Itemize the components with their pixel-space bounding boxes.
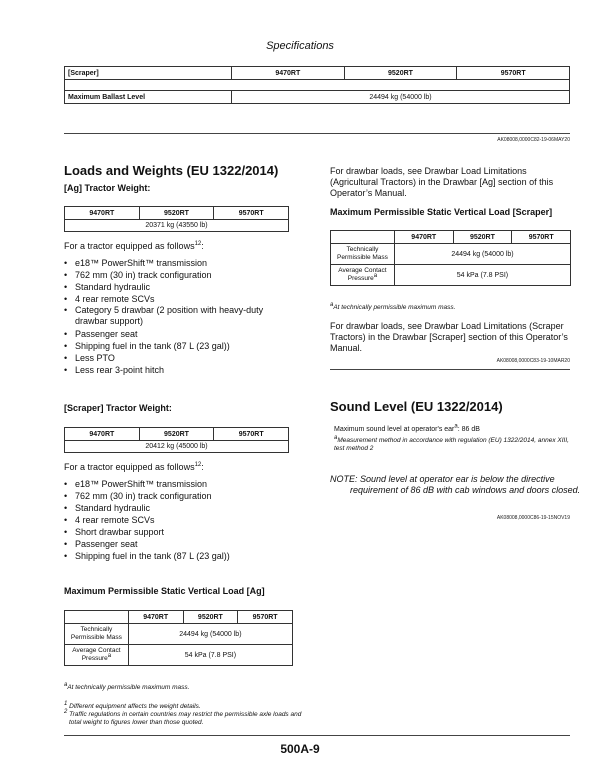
drawbar-scraper-text: For drawbar loads, see Drawbar Load Limitations (Scraper Tractors) in the Drawbar [Scraper] section of this Operator’s Manual. [330,321,568,353]
ag-intro: For a tractor equipped as follows$^{12}$: [64,241,204,251]
list-item: • e18™ PowerShift™ transmission [64,478,294,490]
footer-divider [64,735,570,736]
ballast-col-9470rt: 9470RT [231,67,344,80]
max-scraper-row1-label: Technically Permissible Mass [331,244,395,265]
ag-equipment-list [64,257,294,376]
list-item: • 762 mm (30 in) track configuration [64,269,294,281]
list-item: • Category 5 drawbar (2 position with heavy-duty drawbar support) [64,305,294,327]
footnote-2: $^2$ Traffic regulations in certain countries may restrict the permissible axle loads and total weight to figures lower than those quoted. [64,708,302,726]
max-ag-table [64,610,293,666]
ag-col-9520rt: 9520RT [139,207,214,220]
list-item: • 4 rear remote SCVs [64,514,294,526]
drawbar-ag-text: For drawbar loads, see Drawbar Load Limitations (Agricultural Tractors) in the Drawbar [Ag] section of this Operator’s Manual. [330,166,554,198]
list-item: • Standard hydraulic [64,281,294,293]
ag-weight-table [64,206,289,232]
scraper-equipment-list [64,478,294,562]
list-item: • Short drawbar support [64,526,294,538]
ballast-row-label: Maximum Ballast Level [65,91,232,104]
max-ag-row2-value: 54 kPa (7.8 PSI) [128,645,292,666]
section-title-sound: Sound Level (EU 1322/2014) [330,399,503,414]
max-scraper-row2-label: Average Contact Pressure$^a$ [331,265,395,286]
max-scraper-note: $^a$At technically permissible maximum mass. [330,301,456,311]
divider [330,369,570,370]
sound-note-callout: NOTE: Sound level at operator ear is below the directive requirement of 86 dB with cab windows and doors closed. [330,474,581,495]
sound-note: $^a$Measurement method in accordance with regulation (EU) 1322/2014, annex XIII, test method 2 [334,434,569,452]
scraper-col-9470rt: 9470RT [65,428,140,441]
sound-level: Maximum sound level at operator's ear$^a$: 86 dB [334,423,480,433]
max-scraper-table [330,230,571,286]
ag-weight-title: [Ag] Tractor Weight: [64,183,151,193]
page-number: 500A-9 [280,742,320,756]
footnote-1: $^1$ Different equipment affects the weight details. [64,700,201,710]
max-ag-note: $^a$At technically permissible maximum mass. [64,681,190,691]
max-scraper-title: Maximum Permissible Static Vertical Load [Scraper] [330,207,553,217]
max-scraper-col-9470rt: 9470RT [394,231,453,244]
scraper-weight-title: [Scraper] Tractor Weight: [64,403,172,413]
ballast-col-9570rt: 9570RT [457,67,570,80]
list-item: • e18™ PowerShift™ transmission [64,257,294,269]
scraper-col-9570rt: 9570RT [214,428,289,441]
list-item: • Shipping fuel in the tank (87 L (23 gal)) [64,340,294,352]
list-item: • Standard hydraulic [64,502,294,514]
ballast-row-value: 24494 kg (54000 lb) [231,91,569,104]
max-ag-col-9470rt: 9470RT [128,611,183,624]
max-ag-title: Maximum Permissible Static Vertical Load [Ag] [64,586,265,596]
list-item: • Less PTO [64,352,294,364]
ag-col-9570rt: 9570RT [214,207,289,220]
doc-code: AK08008,0000C82-19-06MAY20 [497,137,570,143]
scraper-intro: For a tractor equipped as follows$^{12}$: [64,462,204,472]
ag-col-9470rt: 9470RT [65,207,140,220]
doc-code: AK08008,0000C83-19-10MAR20 [496,358,570,364]
max-scraper-col-9570rt: 9570RT [512,231,571,244]
section-title-loads: Loads and Weights (EU 1322/2014) [64,163,279,178]
max-ag-col-9570rt: 9570RT [238,611,293,624]
max-ag-col-9520rt: 9520RT [183,611,238,624]
max-scraper-col-9520rt: 9520RT [453,231,512,244]
max-scraper-row1-value: 24494 kg (54000 lb) [394,244,570,265]
max-scraper-row2-value: 54 kPa (7.8 PSI) [394,265,570,286]
list-item: • Passenger seat [64,538,294,550]
ballast-table [64,66,570,104]
scraper-weight-value: 20412 kg (45000 lb) [65,441,289,453]
scraper-weight-table [64,427,289,453]
running-header: Specifications [266,40,334,52]
scraper-col-9520rt: 9520RT [139,428,214,441]
max-ag-row1-label: Technically Permissible Mass [65,624,129,645]
max-ag-row1-value: 24494 kg (54000 lb) [128,624,292,645]
ballast-col-9520rt: 9520RT [344,67,457,80]
list-item: • Shipping fuel in the tank (87 L (23 gal)) [64,550,294,562]
list-item: • Passenger seat [64,328,294,340]
ag-weight-value: 20371 kg (43550 lb) [65,220,289,232]
ballast-col-scraper: [Scraper] [65,67,232,80]
list-item: • Less rear 3-point hitch [64,364,294,376]
list-item: • 762 mm (30 in) track configuration [64,490,294,502]
divider [64,133,570,134]
max-ag-row2-label: Average Contact Pressure$^a$ [65,645,129,666]
doc-code: AK08008,0000C86-19-15NOV19 [496,515,570,521]
list-item: • 4 rear remote SCVs [64,293,294,305]
